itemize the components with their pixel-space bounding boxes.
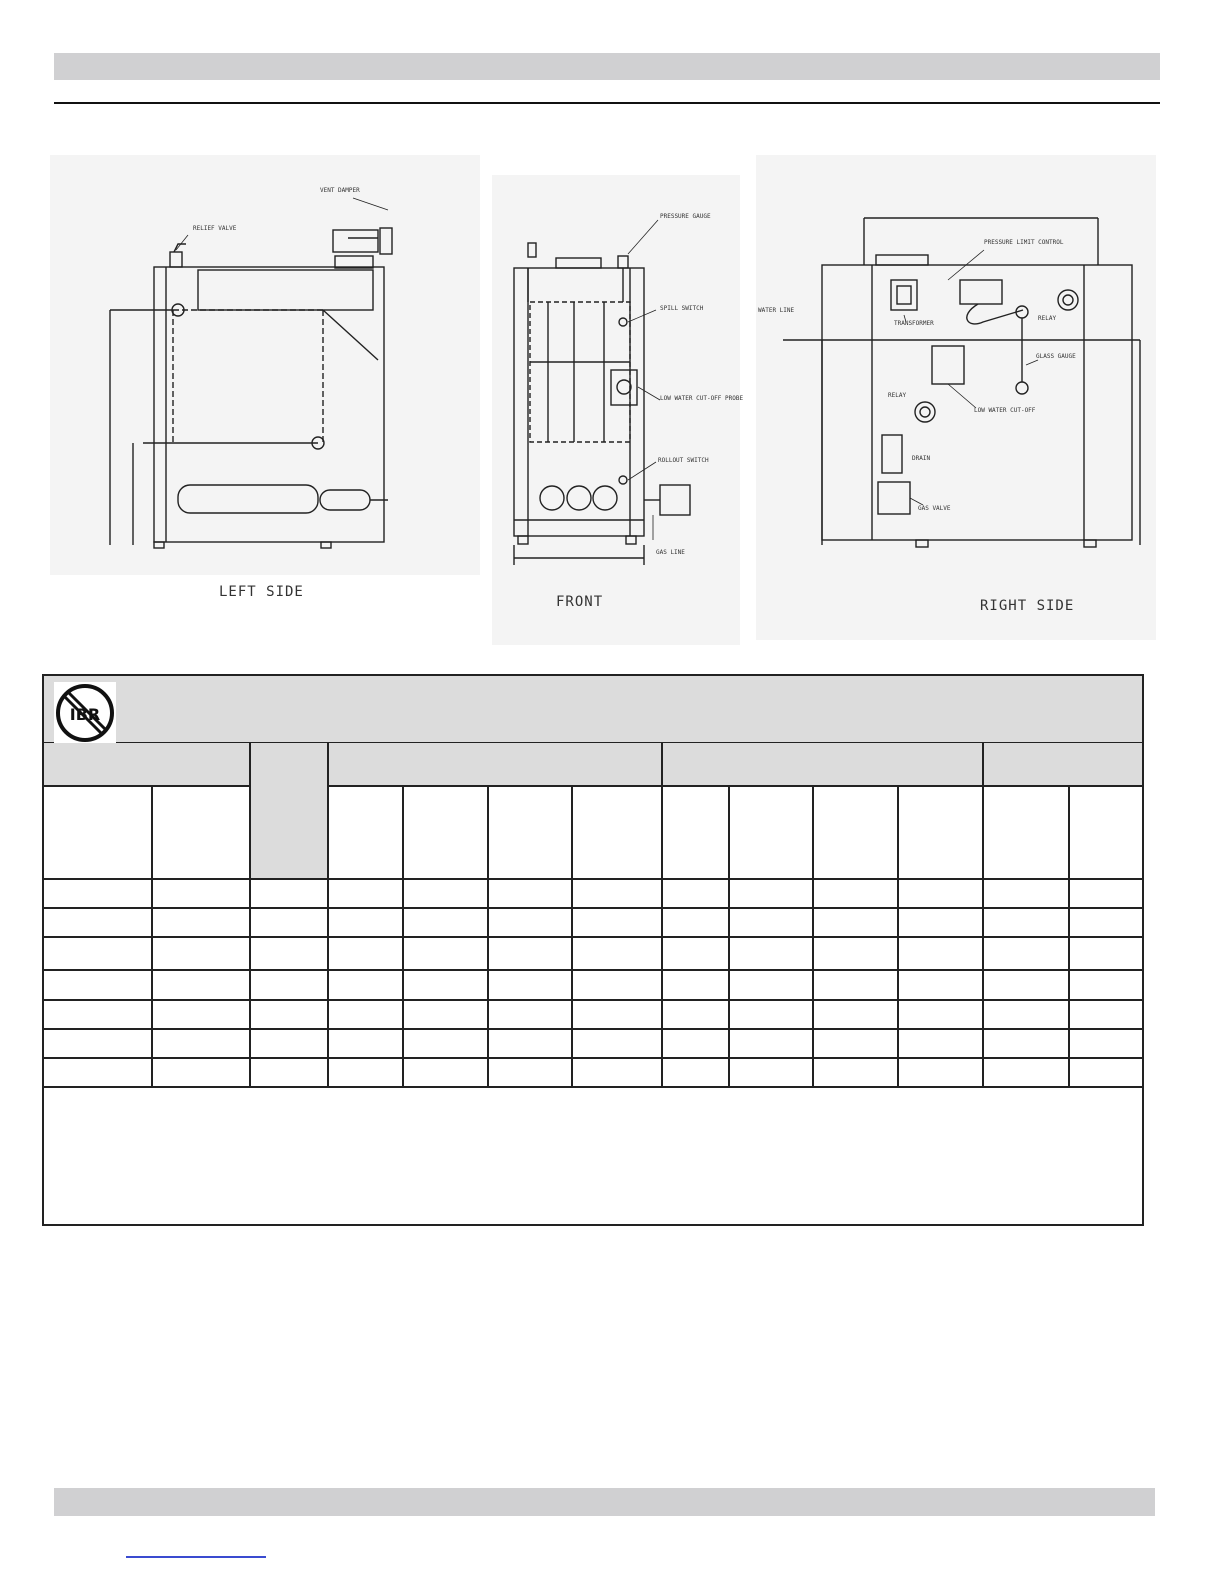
callout-pressure-limit-control: PRESSURE LIMIT CONTROL (984, 239, 1064, 246)
callout-glass-gauge: GLASS GAUGE (1036, 353, 1076, 360)
left-side-label: LEFT SIDE (219, 584, 304, 600)
callout-pressure-gauge: PRESSURE GAUGE (660, 213, 711, 220)
callout-water-line: WATER LINE (758, 307, 795, 314)
ibr-logo-text: IBR (69, 705, 101, 724)
spec-table (42, 674, 1144, 1226)
callout-gas-line: GAS LINE (656, 549, 685, 556)
spec-table-grid (42, 674, 1144, 1226)
front-label: FRONT (556, 594, 604, 610)
callout-low-water-probe: LOW WATER CUT-OFF PROBE (660, 395, 744, 402)
boiler-drawing (48, 150, 1164, 645)
header-bar (54, 53, 1160, 80)
callout-vent-damper: VENT DAMPER (320, 187, 360, 194)
header-rule (54, 102, 1160, 104)
callout-relief-valve: RELIEF VALVE (193, 225, 237, 232)
callout-transformer: TRANSFORMER (894, 320, 934, 327)
footer-bar (54, 1488, 1155, 1516)
footer-link-underline[interactable] (126, 1556, 266, 1558)
callout-gas-valve: GAS VALVE (918, 505, 951, 512)
callout-relay-right: RELAY (1038, 315, 1057, 322)
callout-relay-left: RELAY (888, 392, 907, 399)
callout-drain: DRAIN (912, 455, 931, 462)
callout-rollout-switch: ROLLOUT SWITCH (658, 457, 709, 464)
right-side-label: RIGHT SIDE (980, 598, 1075, 614)
callout-spill-switch: SPILL SWITCH (660, 305, 704, 312)
callout-low-water-cutoff: LOW WATER CUT-OFF (974, 407, 1036, 414)
